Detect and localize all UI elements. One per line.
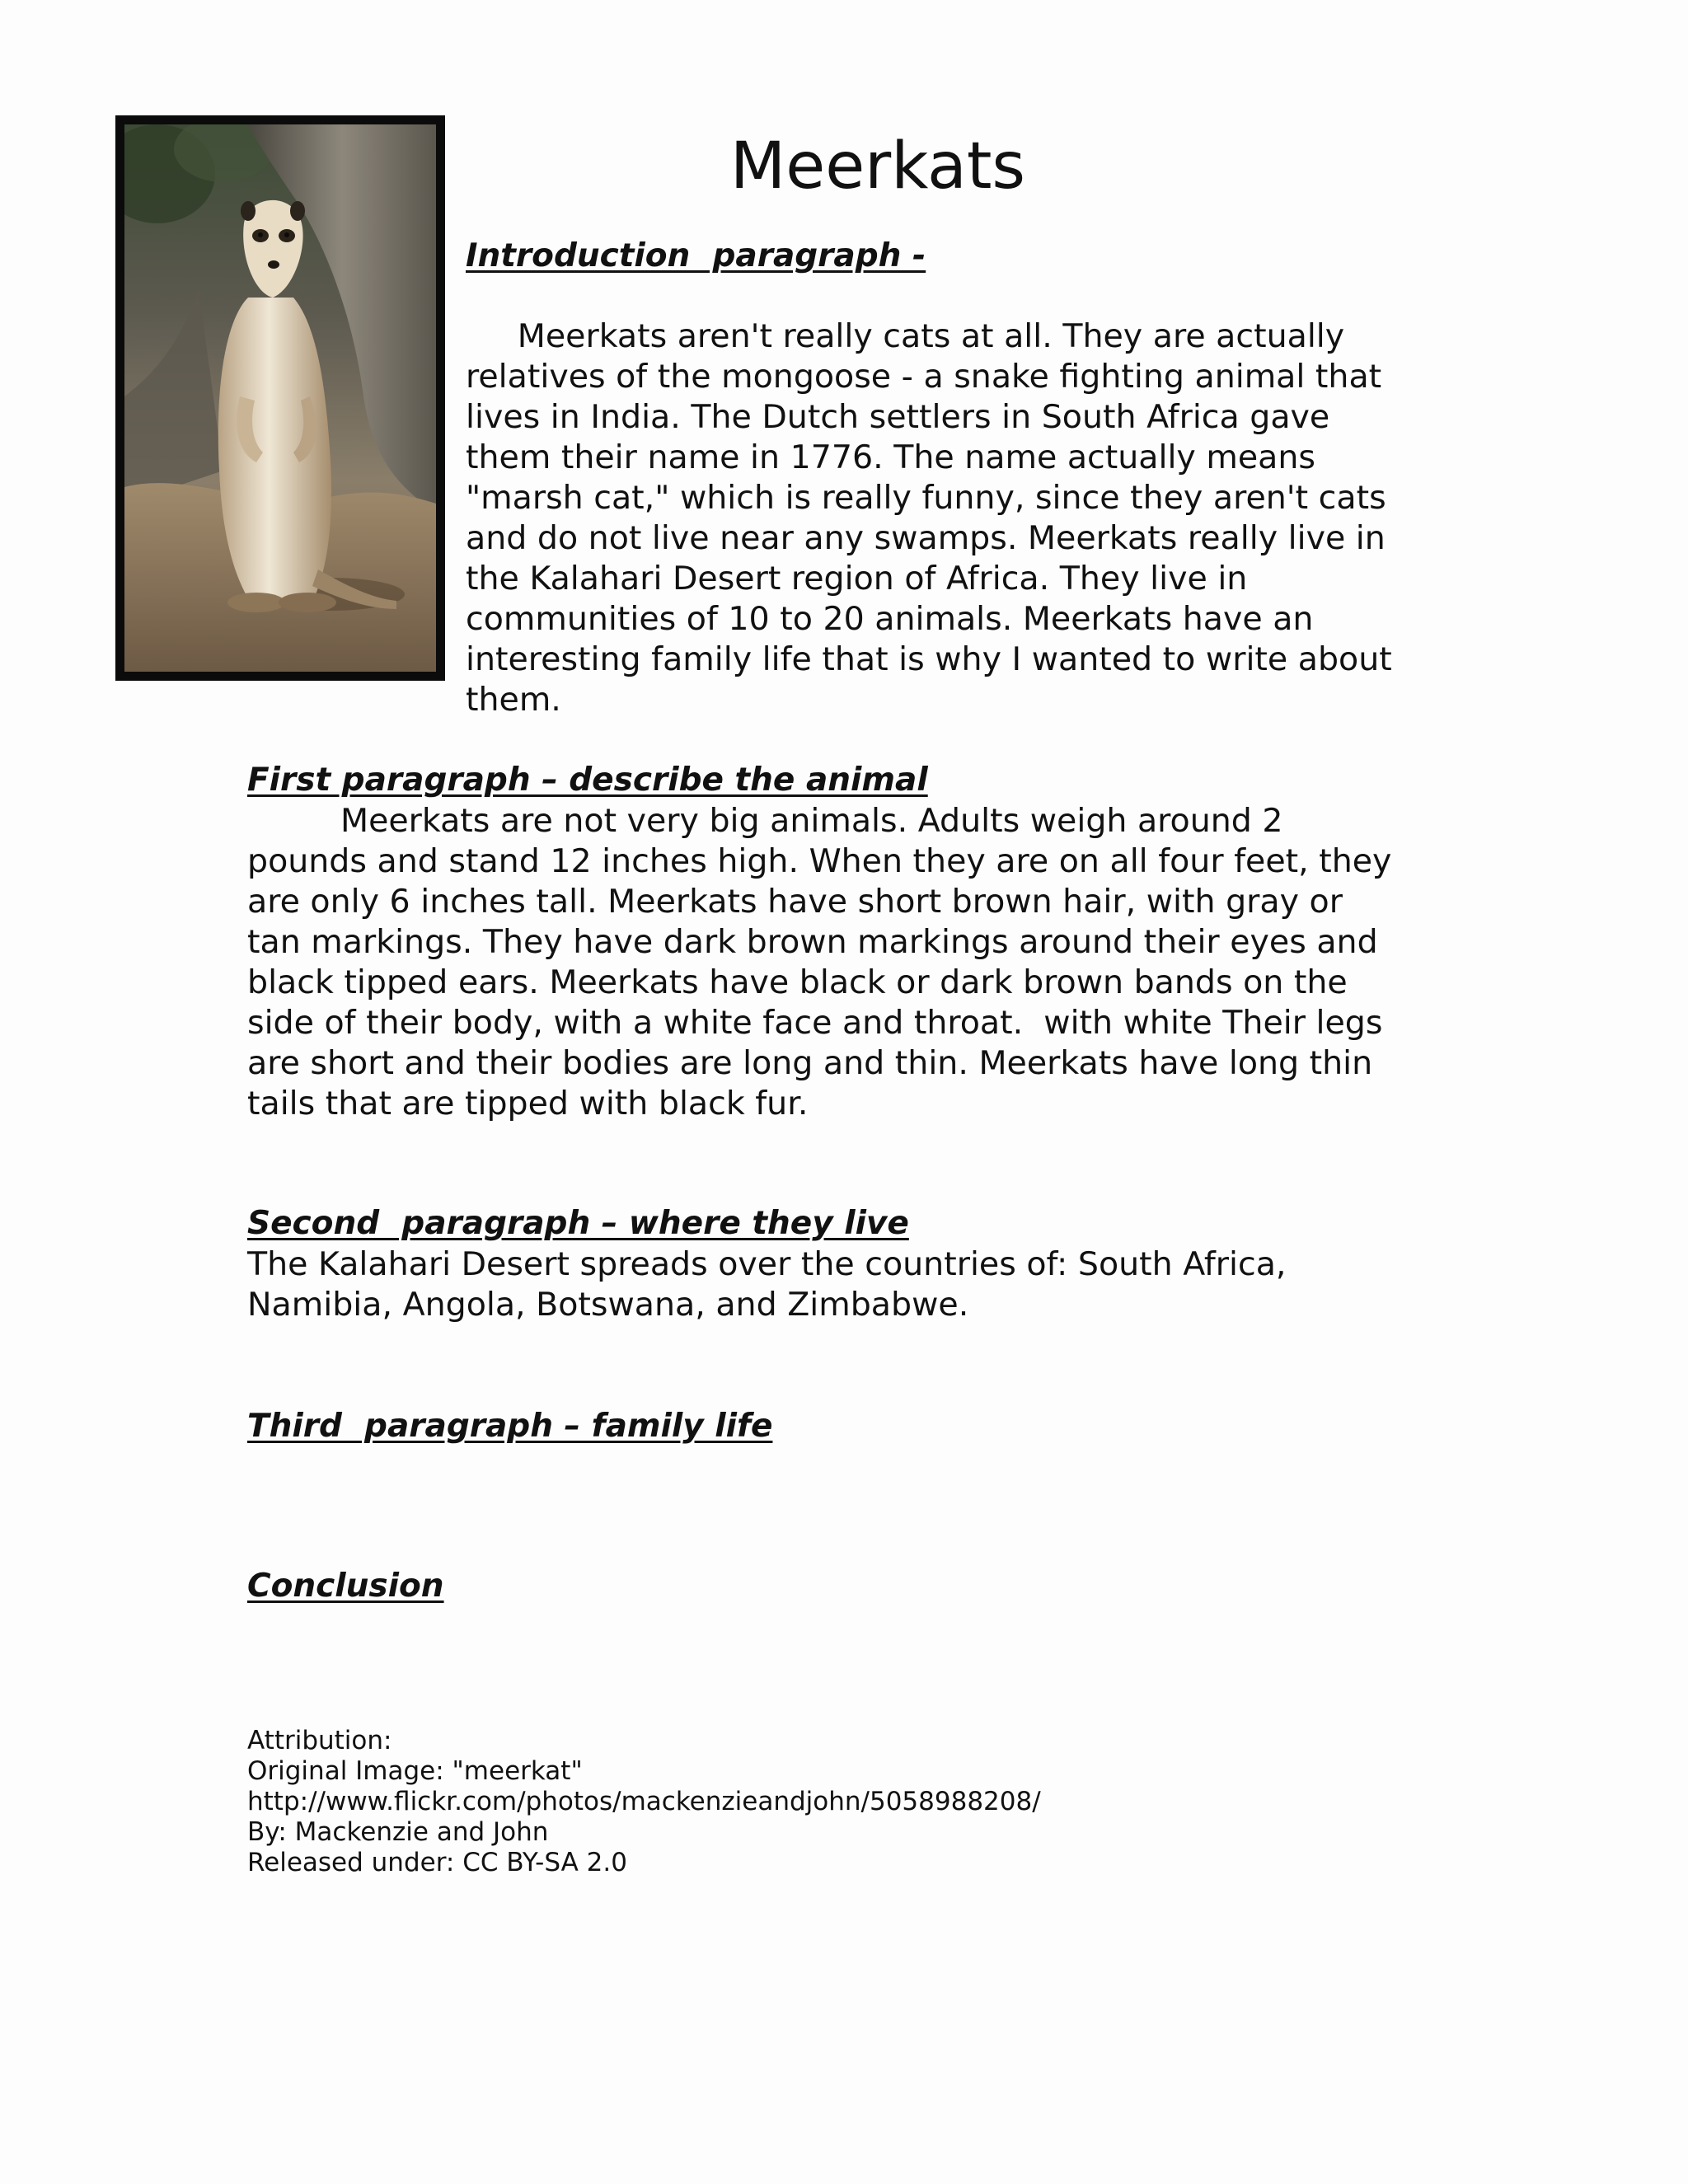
first-line: tails that are tipped with black fur. (247, 1085, 809, 1122)
intro-line: "marsh cat," which is really funny, since they aren't cats (466, 479, 1386, 517)
second-line: Namibia, Angola, Botswana, and Zimbabwe. (247, 1286, 969, 1324)
attribution-block (247, 1726, 1041, 1878)
intro-line: them their name in 1776. The name actually means (466, 438, 1315, 476)
attribution-original-image: Original Image: "meerkat" (247, 1756, 583, 1786)
first-line: side of their body, with a white face and throat. with white Their legs (247, 1004, 1383, 1042)
intro-line: and do not live near any swamps. Meerkats really live in (466, 519, 1386, 557)
first-line: are short and their bodies are long and thin. Meerkats have long thin (247, 1044, 1373, 1082)
first-paragraph-heading: First paragraph – describe the animal (247, 762, 928, 799)
intro-line: lives in India. The Dutch settlers in South Africa gave (466, 398, 1330, 436)
document-title: Meerkats (729, 129, 1026, 204)
intro-line: communities of 10 to 20 animals. Meerkats have an (466, 600, 1314, 638)
first-line: tan markings. They have dark brown markings around their eyes and (247, 923, 1378, 961)
intro-line: Meerkats aren't really cats at all. They are actually (466, 317, 1345, 355)
first-line: Meerkats are not very big animals. Adults weigh around 2 (247, 802, 1283, 840)
conclusion-heading: Conclusion (247, 1568, 444, 1605)
first-line: are only 6 inches tall. Meerkats have short brown hair, with gray or (247, 883, 1343, 921)
intro-line: relatives of the mongoose - a snake fighting animal that (466, 358, 1382, 396)
attribution-label: Attribution: (247, 1726, 392, 1755)
meerkat-photo (124, 124, 436, 672)
first-line: black tipped ears. Meerkats have black or dark brown bands on the (247, 963, 1348, 1001)
attribution-author: By: Mackenzie and John (247, 1817, 549, 1847)
attribution-license: Released under: CC BY-SA 2.0 (247, 1848, 627, 1877)
second-paragraph-heading: Second paragraph – where they live (247, 1205, 909, 1242)
intro-line: the Kalahari Desert region of Africa. They live in (466, 560, 1248, 598)
meerkat-photo-frame (115, 115, 445, 681)
second-line: The Kalahari Desert spreads over the countries of: South Africa, (247, 1245, 1287, 1283)
first-line: pounds and stand 12 inches high. When they are on all four feet, they (247, 842, 1392, 880)
attribution-url[interactable]: http://www.flickr.com/photos/mackenzieandjohn/5058988208/ (247, 1787, 1041, 1816)
intro-line: them. (466, 681, 561, 719)
intro-heading: Introduction paragraph - (466, 237, 926, 274)
third-paragraph-heading: Third paragraph – family life (247, 1408, 773, 1445)
intro-line: interesting family life that is why I wanted to write about (466, 640, 1392, 678)
